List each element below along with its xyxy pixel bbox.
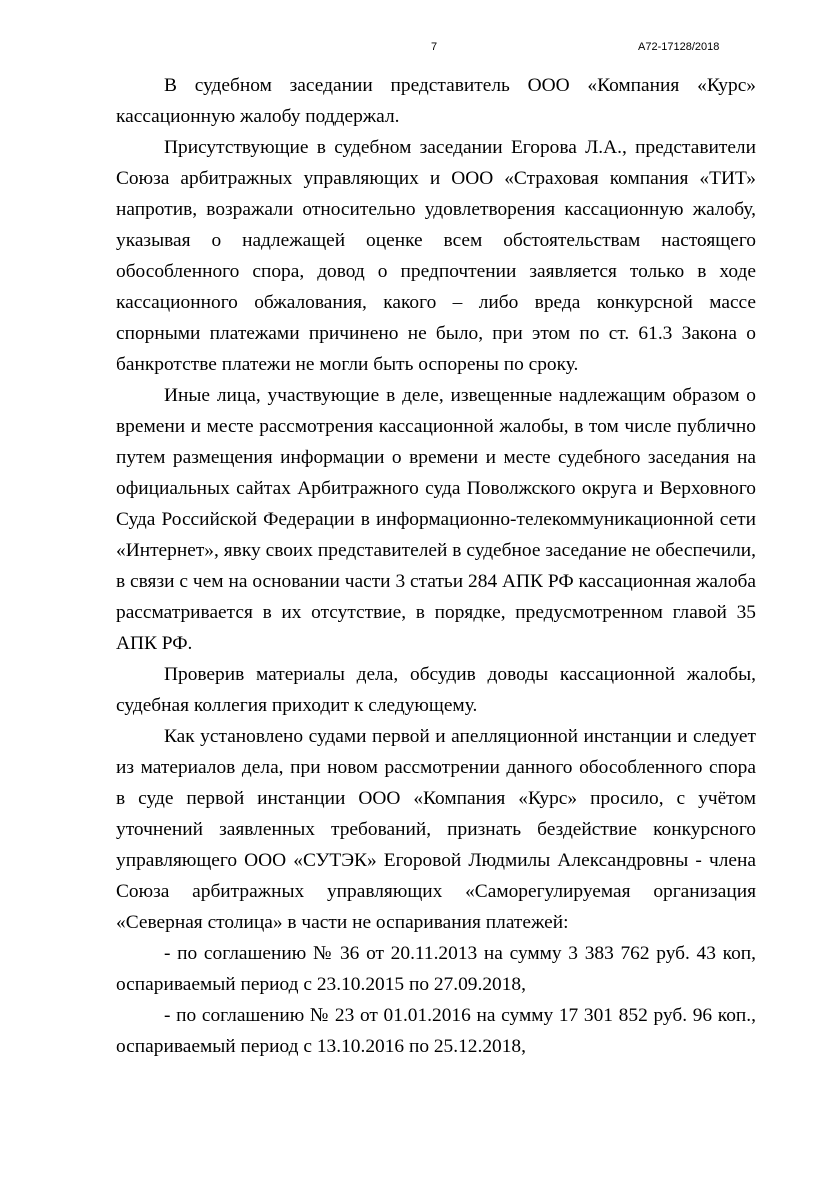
list-item: - по соглашению № 23 от 01.01.2016 на сумму 17 301 852 руб. 96 коп., оспариваемый период с 13.10.2016 по 25.12.2018, bbox=[116, 1005, 756, 1057]
case-number: А72-17128/2018 bbox=[638, 41, 720, 53]
paragraph: Иные лица, участвующие в деле, извещенные надлежащим образом о времени и месте рассмотрения кассационной жалобы, в том числе публично путем размещения информации о времени и месте судебного заседания на официальных сайтах Арбитражного суда Поволжского округа и Верховного Суда Российской Федерации в информационно-телекоммуникационной сети «Интернет», явку своих представителей в судебное заседание не обеспечили, в связи с чем на основании части 3 статьи 284 АПК РФ кассационная жалоба рассматривается в их отсутствие, в порядке, предусмотренном главой 35 АПК РФ. bbox=[116, 385, 756, 654]
paragraph: Проверив материалы дела, обсудив доводы кассационной жалобы, судебная коллегия приходит к следующему. bbox=[116, 664, 756, 716]
paragraph: Как установлено судами первой и апелляционной инстанции и следует из материалов дела, при новом рассмотрении данного обособленного спора в суде первой инстанции ООО «Компания «Курс» просило, с учётом уточнений заявленных требований, признать бездействие конкурсного управляющего ООО «СУТЭК» Егоровой Людмилы Александровны - члена Союза арбитражных управляющих «Саморегулируемая организация «Северная столица» в части не оспаривания платежей: bbox=[116, 726, 756, 933]
document-body bbox=[116, 70, 756, 1062]
list-item: - по соглашению № 36 от 20.11.2013 на сумму 3 383 762 руб. 43 коп, оспариваемый период с 23.10.2015 по 27.09.2018, bbox=[116, 943, 756, 995]
page-number: 7 bbox=[430, 41, 438, 53]
paragraph: В судебном заседании представитель ООО «Компания «Курс» кассационную жалобу поддержал. bbox=[116, 75, 756, 127]
paragraph: Присутствующие в судебном заседании Егорова Л.А., представители Союза арбитражных управляющих и ООО «Страховая компания «ТИТ» напротив, возражали относительно удовлетворения кассационную жалобу, указывая о надлежащей оценке всем обстоятельствам настоящего обособленного спора, довод о предпочтении заявляется только в ходе кассационного обжалования, какого – либо вреда конкурсной массе спорными платежами причинено не было, при этом по ст. 61.3 Закона о банкротстве платежи не могли быть оспорены по сроку. bbox=[116, 137, 756, 375]
